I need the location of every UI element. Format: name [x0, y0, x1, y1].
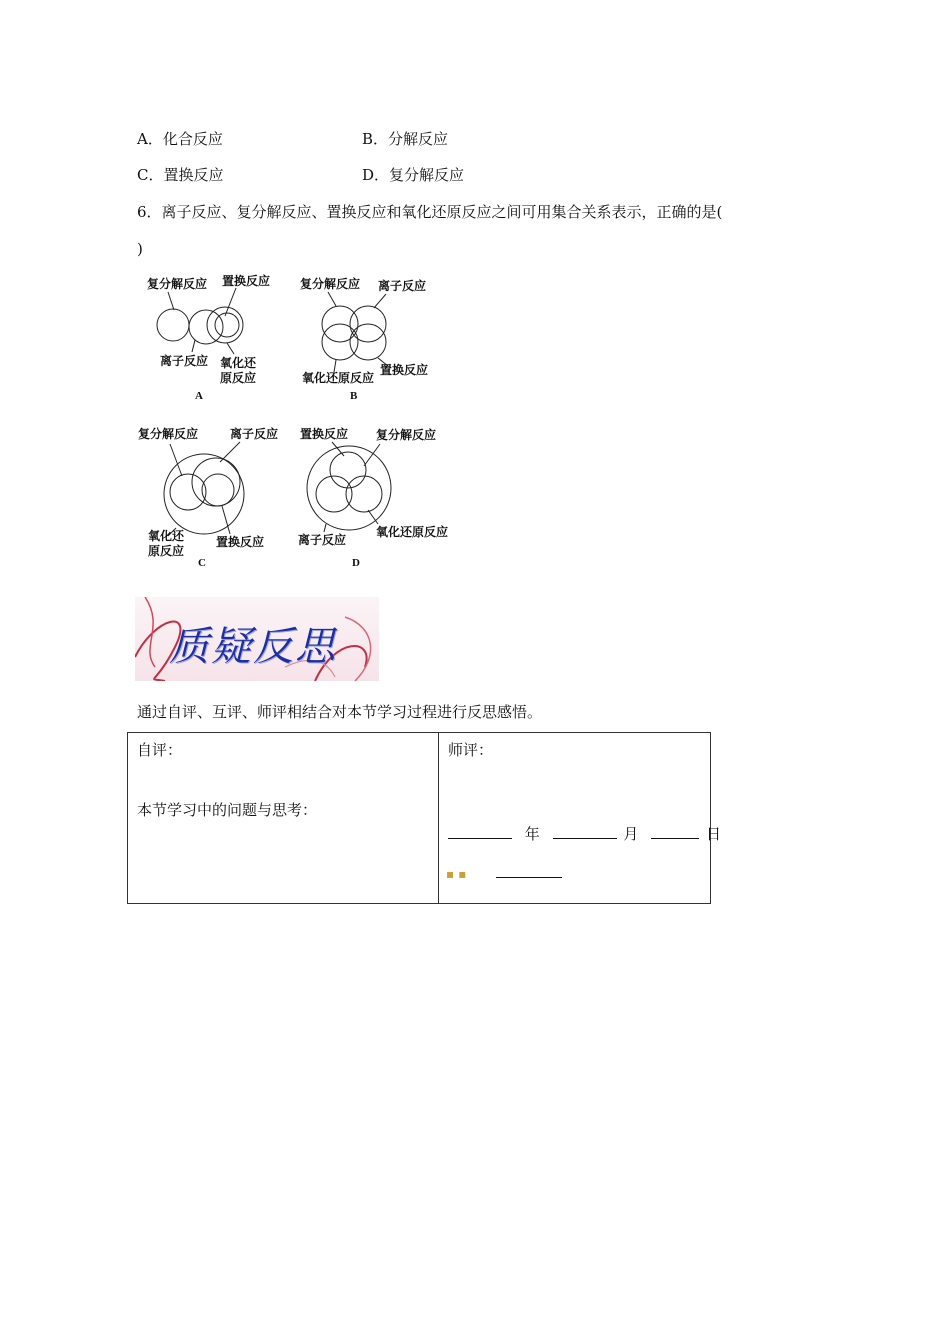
diagram-b-label-yanghua: 氧化还原反应 [302, 371, 375, 385]
banner-title: 质疑反思 [169, 624, 337, 670]
diagram-a-circle-yanghua [207, 307, 243, 343]
diagram-d-label-lizi: 离子反应 [298, 533, 347, 547]
diagram-a-label-zhihuan: 置换反应 [222, 274, 271, 288]
diagram-a [140, 272, 290, 404]
diagram-c-label-fujie: 复分解反应 [138, 427, 199, 441]
diagram-c-label-lizi: 离子反应 [230, 427, 279, 441]
decorative-dots: ▪ ▪ [446, 867, 467, 881]
diagram-a-label-yanghua-1: 氧化还 [220, 356, 257, 370]
diagram-a-label-lizi: 离子反应 [160, 354, 209, 368]
day-label: 日 [705, 825, 721, 843]
year-blank[interactable] [448, 824, 512, 839]
reflection-intro: 通过自评、互评、师评相结合对本节学习过程进行反思感悟。 [137, 703, 543, 721]
diagram-b [296, 272, 446, 404]
option-a: A．化合反应 [137, 130, 223, 148]
signature-blank[interactable] [496, 877, 562, 878]
diagram-d-label-yanghua: 氧化还原反应 [376, 525, 449, 539]
option-c: C．置换反应 [137, 166, 224, 184]
diagram-c-label-yanghua-2: 原反应 [148, 544, 185, 558]
diagram-b-label-lizi: 离子反应 [378, 279, 427, 293]
diagram-c-circle-lizi [192, 458, 240, 506]
teacher-eval-label: 师评： [448, 741, 494, 759]
problems-label: 本节学习中的问题与思考： [137, 801, 318, 819]
reflection-banner [135, 597, 379, 681]
diagram-c [134, 424, 294, 572]
diagram-c-circle-zhihuan [202, 474, 234, 506]
option-d: D．复分解反应 [362, 166, 465, 184]
diagram-d-label-zhihuan: 置换反应 [300, 427, 349, 441]
year-label: 年 [524, 825, 540, 843]
diagram-a-label-yanghua-2: 原反应 [220, 371, 257, 385]
month-label: 月 [623, 825, 639, 843]
diagram-c-circle-yanghua [164, 454, 244, 534]
diagram-d-caption: D [352, 557, 360, 569]
diagram-a-circle-fujie [157, 309, 189, 341]
diagram-d-circle-fujie [346, 476, 382, 512]
diagram-a-circle-lizi [189, 310, 223, 344]
diagram-c-label-zhihuan: 置换反应 [216, 535, 265, 549]
diagram-d-label-fujie: 复分解反应 [376, 428, 437, 442]
diagram-c-circle-fujie [170, 474, 206, 510]
diagram-b-caption: B [350, 390, 358, 402]
diagram-a-circle-zhihuan [215, 313, 239, 337]
diagram-b-label-fujie: 复分解反应 [300, 277, 361, 291]
date-line [448, 823, 721, 844]
diagram-a-caption: A [195, 390, 203, 402]
evaluation-table [127, 732, 721, 904]
question-6-paren: ) [137, 240, 143, 258]
self-eval-label: 自评： [137, 741, 183, 759]
option-b: B．分解反应 [362, 130, 449, 148]
month-blank[interactable] [553, 824, 617, 839]
diagram-c-caption: C [198, 557, 206, 569]
day-blank[interactable] [651, 824, 699, 839]
diagram-d [296, 424, 456, 572]
diagram-b-label-zhihuan: 置换反应 [380, 363, 429, 377]
table-divider [438, 733, 439, 903]
diagram-a-label-fujie: 复分解反应 [147, 277, 208, 291]
question-6-text: 6．离子反应、复分解反应、置换反应和氧化还原反应之间可用集合关系表示，正确的是( [137, 203, 723, 221]
diagram-c-label-yanghua-1: 氧化还 [148, 529, 185, 543]
